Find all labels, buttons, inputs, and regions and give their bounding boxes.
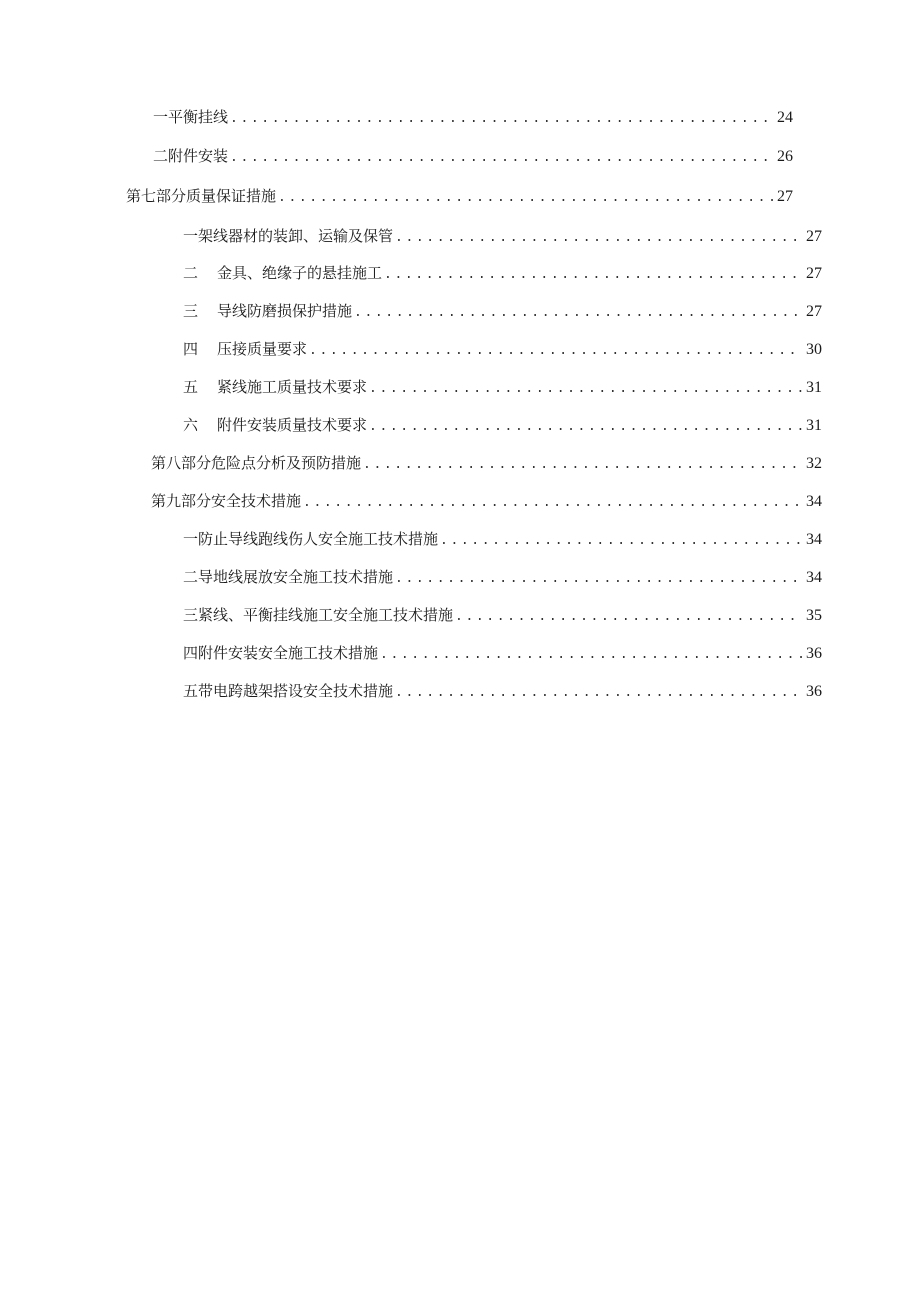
toc-entry-text: 金具、绝缘子的悬挂施工 [217,264,383,282]
toc-entry[interactable] [183,301,822,321]
toc-dot-leader [278,188,773,208]
toc-entry-page: 27 [777,188,793,205]
toc-entry-page: 34 [806,531,822,548]
toc-entry[interactable] [183,339,822,359]
toc-entry-title: 一架线器材的装卸、运输及保管 [183,227,394,245]
toc-entry-page: 36 [806,683,822,700]
toc-entry-number: 五 [183,378,199,396]
toc-entry[interactable] [126,186,793,206]
toc-entry-text: 紧线施工质量技术要求 [217,378,368,396]
toc-entry[interactable] [183,226,822,246]
toc-entry-title: 一防止导线跑线伤人安全施工技术措施 [183,530,439,548]
toc-dot-leader [363,455,802,475]
toc-dot-leader [455,607,802,627]
toc-dot-leader [395,683,802,703]
toc-entry-text: 附件安装质量技术要求 [217,416,368,434]
toc-entry-number: 二 [183,264,199,282]
toc-entry[interactable] [183,263,822,283]
toc-entry-text: 压接质量要求 [217,340,308,358]
toc-entry[interactable] [183,681,822,701]
toc-entry-title: 五带电跨越架搭设安全技术措施 [183,682,394,700]
toc-entry-page: 31 [806,417,822,434]
toc-entry-page: 35 [806,607,822,624]
toc-entry-title: 二导地线展放安全施工技术措施 [183,568,394,586]
toc-dot-leader [230,109,773,129]
toc-entry-text: 导线防磨损保护措施 [217,302,353,320]
toc-entry-page: 32 [806,455,822,472]
toc-dot-leader [354,303,802,323]
toc-entry-title [183,301,352,321]
toc-entry-title: 四附件安装安全施工技术措施 [183,644,379,662]
toc-entry-title: 第七部分质量保证措施 [126,187,277,205]
toc-entry-title: 一平衡挂线 [153,108,229,126]
toc-dot-leader [369,417,802,437]
toc-entry-title [183,263,382,283]
toc-dot-leader [369,379,802,399]
toc-entry-page: 24 [777,109,793,126]
toc-dot-leader [230,148,773,168]
toc-entry[interactable] [183,567,822,587]
toc-entry-page: 26 [777,148,793,165]
toc-entry[interactable] [153,146,793,166]
toc-entry-page: 31 [806,379,822,396]
toc-entry-title [183,377,367,397]
toc-entry[interactable] [183,377,822,397]
toc-entry[interactable] [183,415,822,435]
toc-entry[interactable] [153,107,793,127]
toc-dot-leader [395,228,802,248]
toc-entry-title: 三紧线、平衡挂线施工安全施工技术措施 [183,606,454,624]
toc-entry-page: 27 [806,228,822,245]
toc-entry-title [183,339,307,359]
toc-dot-leader [440,531,802,551]
toc-entry-page: 34 [806,569,822,586]
toc-entry-page: 30 [806,341,822,358]
toc-entry-title [183,415,367,435]
toc-entry-title: 第八部分危险点分析及预防措施 [151,454,362,472]
toc-entry[interactable] [151,491,822,511]
toc-dot-leader [303,493,802,513]
toc-dot-leader [309,341,802,361]
toc-dot-leader [384,265,802,285]
toc-entry-page: 34 [806,493,822,510]
toc-entry-title: 二附件安装 [153,147,229,165]
toc-dot-leader [395,569,802,589]
toc-entry-number: 三 [183,302,199,320]
toc-entry[interactable] [183,643,822,663]
toc-entry-page: 36 [806,645,822,662]
toc-entry-title: 第九部分安全技术措施 [151,492,302,510]
toc-entry[interactable] [183,529,822,549]
toc-entry-page: 27 [806,303,822,320]
toc-dot-leader [380,645,802,665]
toc-entry[interactable] [151,453,822,473]
toc-entry-number: 六 [183,416,199,434]
toc-entry[interactable] [183,605,822,625]
toc-entry-number: 四 [183,340,199,358]
toc-entry-page: 27 [806,265,822,282]
